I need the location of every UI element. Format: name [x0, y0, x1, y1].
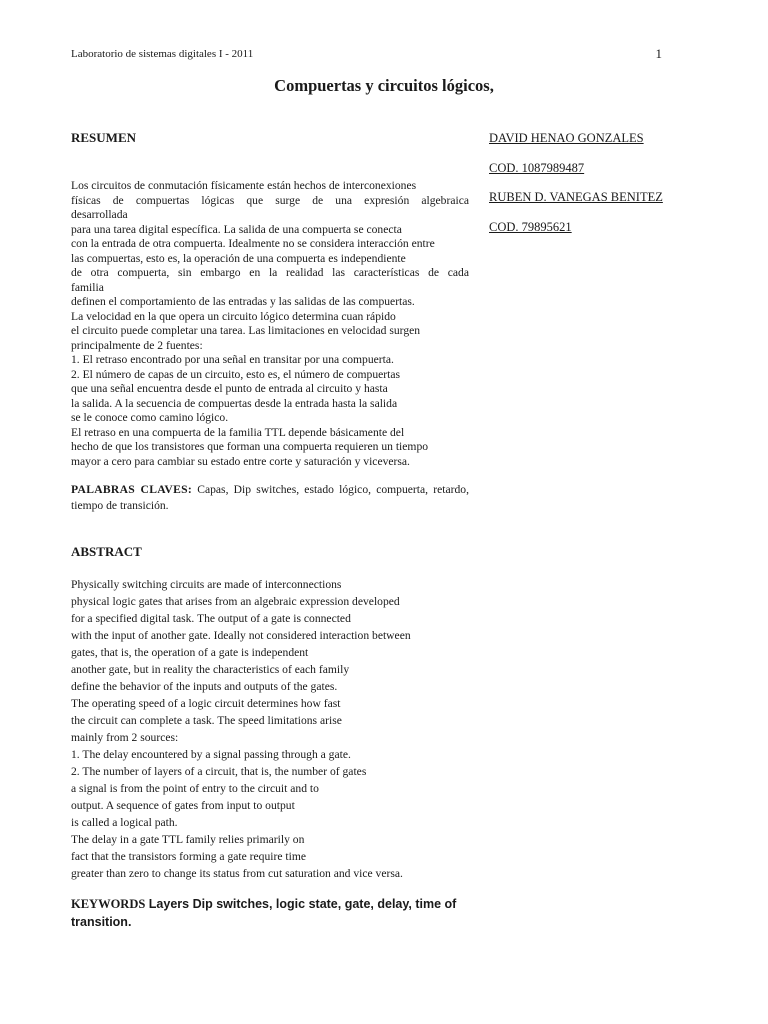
resumen-heading: RESUMEN: [71, 130, 137, 145]
resumen-line: familia: [71, 280, 104, 294]
resumen-line: El retraso en una compuerta de la familia TTL depende básicamente del: [71, 425, 405, 439]
page-number: 1: [655, 46, 662, 61]
keywords: [71, 895, 469, 931]
resumen-line: el circuito puede completar una tarea. Las limitaciones en velocidad surgen: [71, 324, 421, 337]
abstract-line: a signal is from the point of entry to the circuit and to: [71, 782, 319, 795]
keywords-text: Layers Dip switches, logic state, gate, delay, time of transition.: [71, 897, 457, 929]
resumen-body: [71, 179, 469, 469]
resumen-line: la salida. A la secuencia de compuertas desde la entrada hasta la salida: [71, 396, 398, 410]
keywords-label: KEYWORDS: [71, 897, 146, 911]
abstract-line: define the behavior of the inputs and outputs of the gates.: [71, 680, 338, 693]
abstract-heading: ABSTRACT: [71, 544, 142, 559]
resumen-line: definen el comportamiento de las entradas y las salidas de las compuertas.: [71, 295, 415, 308]
abstract-line: physical logic gates that arises from an algebraic expression developed: [71, 595, 400, 608]
left-column: [71, 130, 469, 931]
abstract-line: with the input of another gate. Ideally not considered interaction between: [71, 629, 411, 642]
author-block: [489, 131, 663, 249]
abstract-line: the circuit can complete a task. The speed limitations arise: [71, 714, 342, 727]
resumen-line: para una tarea digital específica. La salida de una compuerta se conecta: [71, 222, 402, 236]
abstract-line: Physically switching circuits are made of interconnections: [71, 578, 342, 591]
resumen-line: las compuertas, esto es, la operación de una compuerta es independiente: [71, 251, 406, 265]
author-code-1: COD. 1087989487: [489, 160, 585, 175]
abstract-line: another gate, but in reality the characteristics of each family: [71, 663, 350, 676]
resumen-line: La velocidad en la que opera un circuito lógico determina cuan rápido: [71, 309, 396, 323]
abstract-body: [71, 576, 469, 882]
palabras-claves-text: Capas, Dip switches, estado lógico, compuerta, retardo, tiempo de transición.: [71, 483, 469, 512]
abstract-line: The operating speed of a logic circuit determines how fast: [71, 697, 341, 710]
abstract-line: for a specified digital task. The output of a gate is connected: [71, 612, 351, 625]
resumen-line: mayor a cero para cambiar su estado entre corte y saturación y viceversa.: [71, 454, 410, 468]
abstract-line: 1. The delay encountered by a signal passing through a gate.: [71, 748, 351, 761]
resumen-line: que una señal encuentra desde el punto de entrada al circuito y hasta: [71, 382, 388, 395]
resumen-line: hecho de que los transistores que forman una compuerta requieren un tiempo: [71, 440, 429, 453]
abstract-line: 2. The number of layers of a circuit, that is, the number of gates: [71, 765, 367, 778]
resumen-line: 1. El retraso encontrado por una señal en transitar por una compuerta.: [71, 353, 394, 366]
resumen-line: principalmente de 2 fuentes:: [71, 338, 203, 352]
resumen-line: desarrollada: [71, 208, 128, 221]
abstract-line: mainly from 2 sources:: [71, 731, 179, 744]
palabras-claves-label: PALABRAS CLAVES:: [71, 483, 193, 496]
abstract-line: fact that the transistors forming a gate require time: [71, 850, 307, 863]
abstract-line: gates, that is, the operation of a gate is independent: [71, 646, 309, 659]
resumen-line: Los circuitos de conmutación físicamente están hechos de interconexiones: [71, 179, 417, 192]
resumen-line: se le conoce como camino lógico.: [71, 411, 229, 424]
palabras-claves: [71, 482, 469, 514]
paper-title: Compuertas y circuitos lógicos,: [274, 76, 494, 95]
author-name-2: RUBEN D. VANEGAS BENITEZ: [489, 190, 663, 204]
resumen-line: 2. El número de capas de un circuito, esto es, el número de compuertas: [71, 367, 401, 381]
author-code-2: COD. 79895621: [489, 219, 572, 234]
resumen-line: físicas de compuertas lógicas que surge de una expresión algebraica: [71, 193, 469, 207]
abstract-line: is called a logical path.: [71, 816, 178, 829]
abstract-line: The delay in a gate TTL family relies primarily on: [71, 833, 305, 846]
author-name-1: DAVID HENAO GONZALES: [489, 131, 644, 145]
resumen-line: de otra compuerta, sin embargo en la realidad las características de cada: [71, 266, 469, 279]
abstract-line: greater than zero to change its status from cut saturation and vice versa.: [71, 867, 403, 880]
running-header: Laboratorio de sistemas digitales I - 2011: [71, 48, 254, 60]
abstract-line: output. A sequence of gates from input to output: [71, 799, 295, 812]
resumen-line: con la entrada de otra compuerta. Idealmente no se considera interacción entre: [71, 237, 435, 250]
